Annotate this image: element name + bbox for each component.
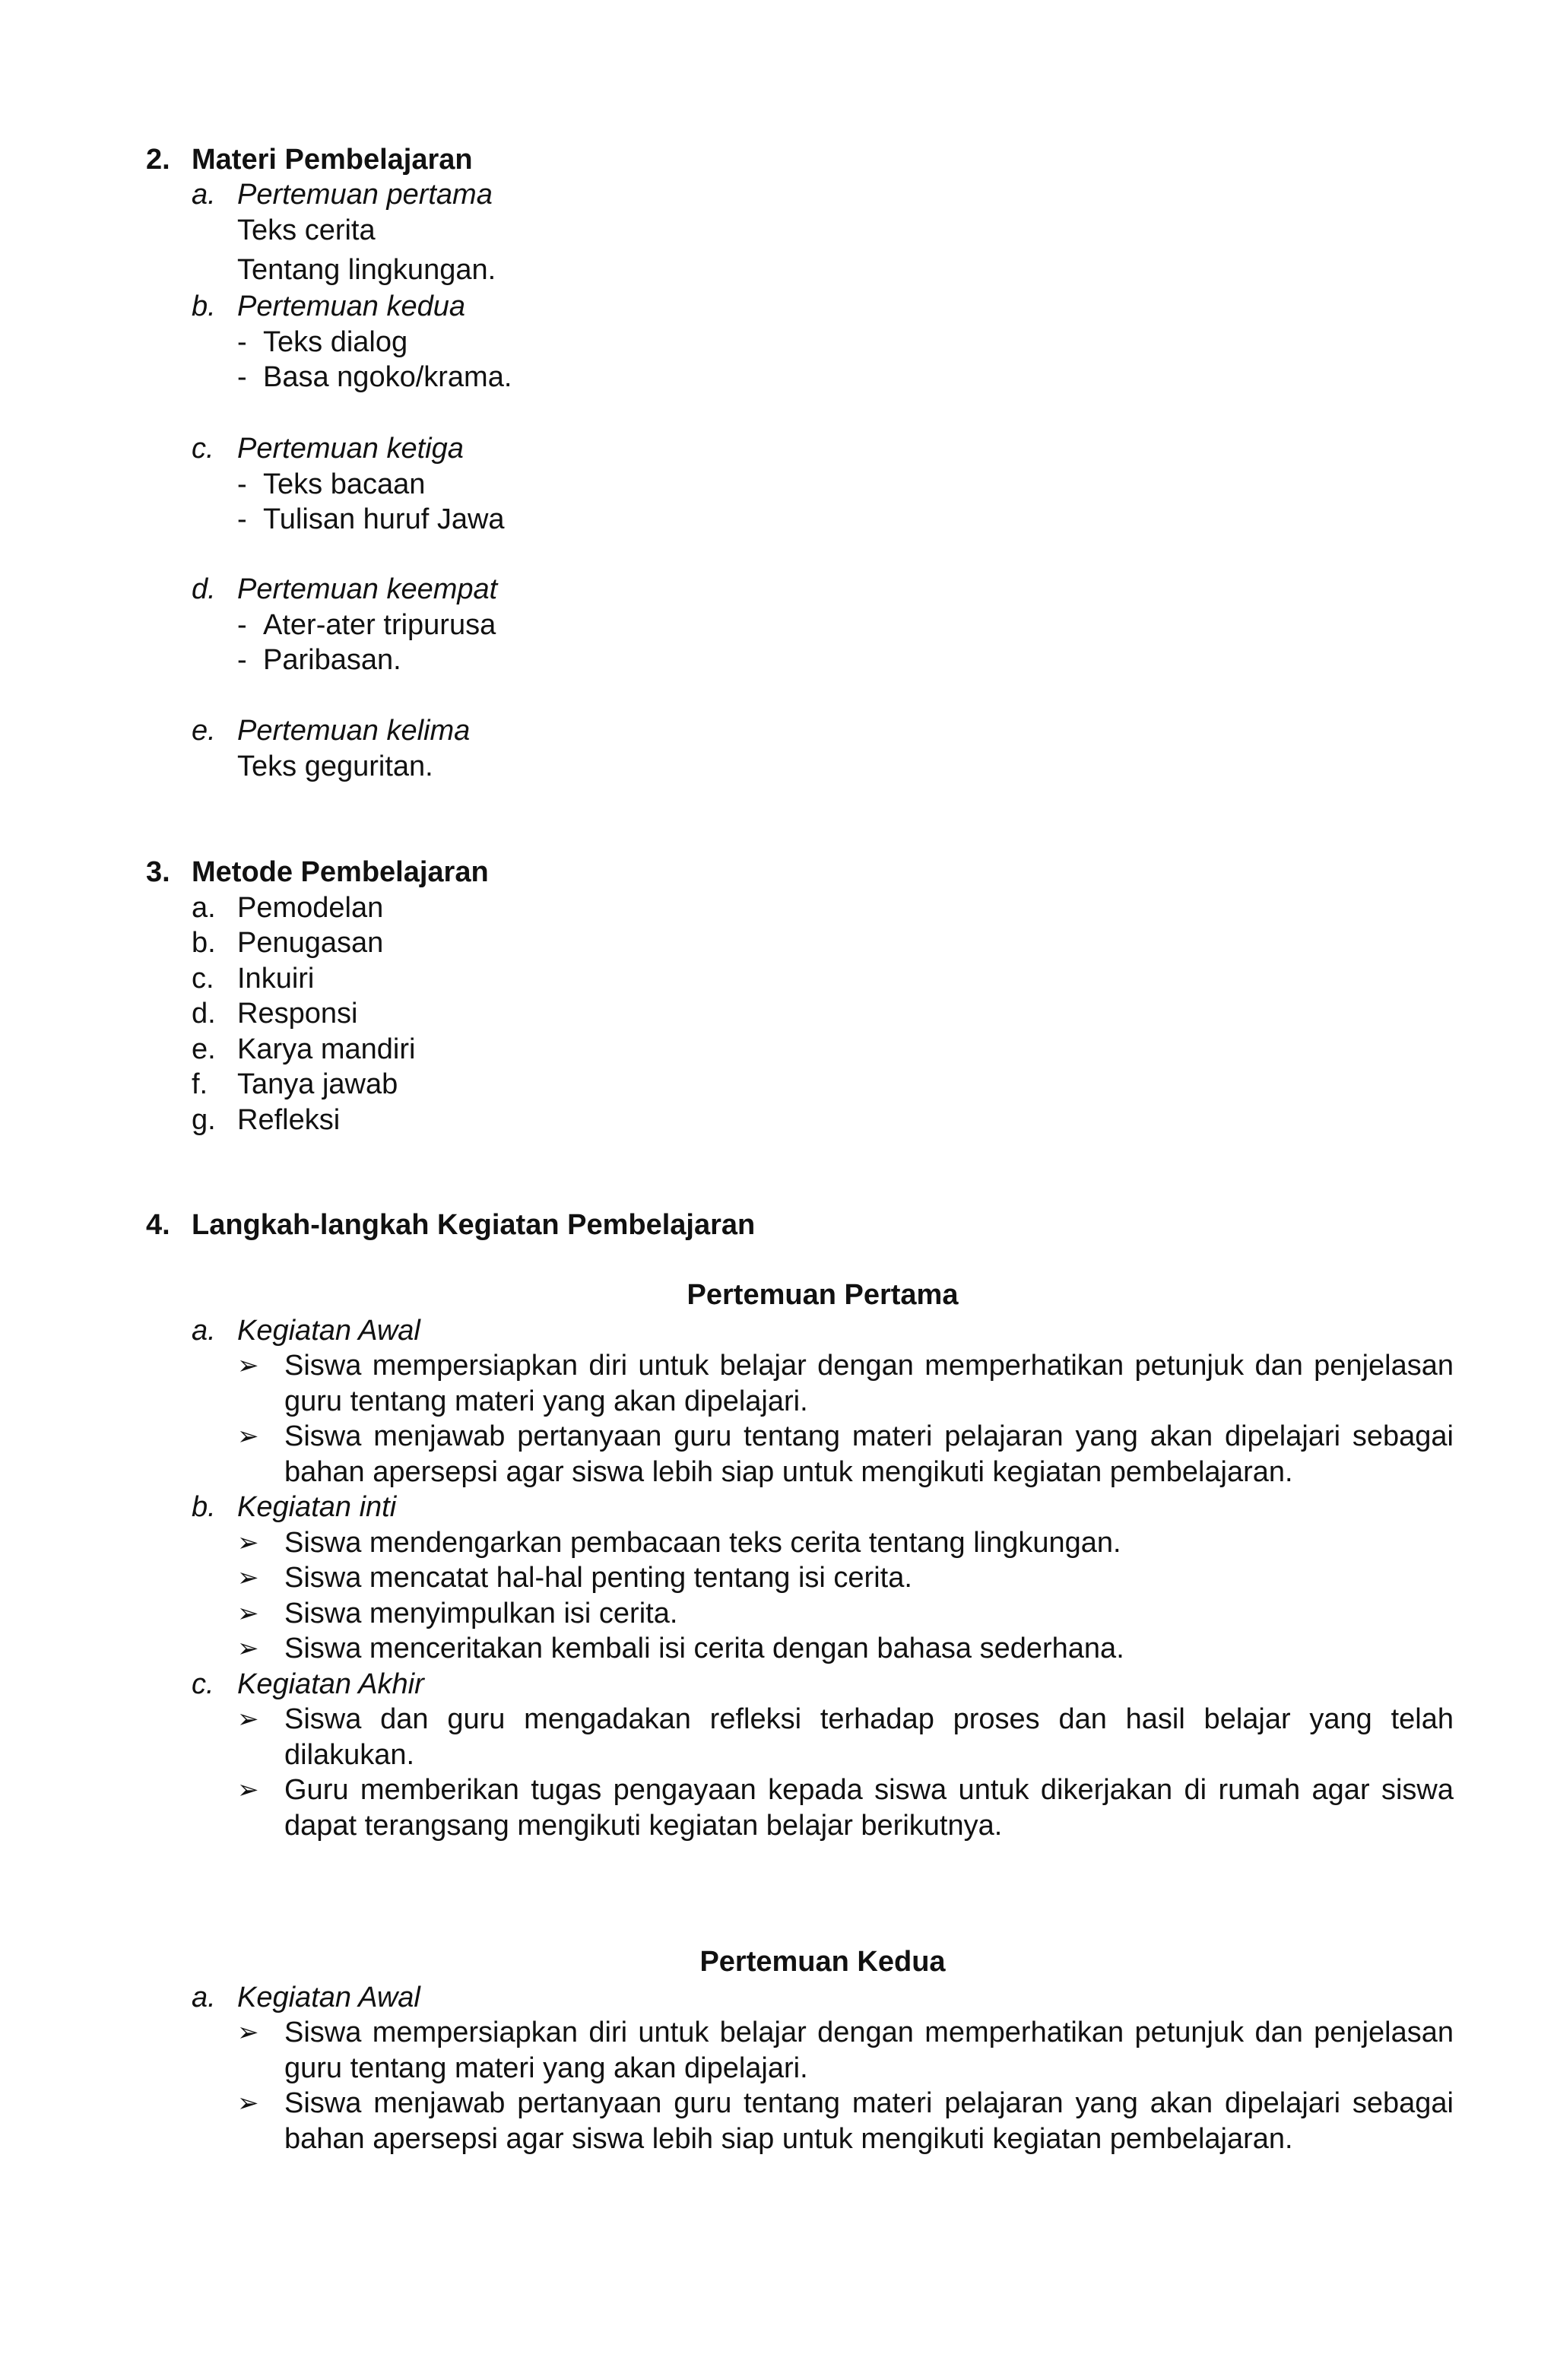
section-4: [146, 1207, 1469, 1243]
meeting-heading: Pertemuan Kedua: [699, 1946, 946, 1978]
dash-item: - Basa ngoko/krama.: [237, 361, 512, 393]
list-item: b. Penugasan: [192, 927, 384, 959]
arrow-bullet-icon: ➢: [237, 1633, 259, 1664]
materi-meeting-c: [192, 431, 1469, 538]
materi-line: Teks geguritan.: [237, 750, 433, 782]
section-number: 2.: [146, 144, 170, 176]
meeting-1: [192, 1277, 1454, 1843]
dash-item: - Teks bacaan: [237, 468, 426, 500]
arrow-bullet-icon: ➢: [237, 1775, 259, 1805]
activity-heading: a. Kegiatan Awal: [192, 1314, 420, 1347]
section-2: [146, 142, 1469, 178]
bullet-item: ➢ Siswa mencatat hal-hal penting tentang isi cerita.: [237, 1560, 1454, 1596]
bullet-item: ➢ Siswa dan guru mengadakan refleksi terhadap proses dan hasil belajar yang telah dilakukan.: [237, 1703, 1454, 1771]
section-title: Materi Pembelajaran: [192, 144, 473, 176]
list-item: e. Pertemuan kelima: [192, 715, 471, 747]
list-item: b. Pertemuan kedua: [192, 290, 465, 322]
bullet-item: ➢ Siswa menjawab pertanyaan guru tentang materi pelajaran yang akan dipelajari sebagai bahan apersepsi agar siswa lebih siap untuk mengikuti kegiatan pembelajaran.: [237, 1420, 1454, 1488]
meeting-heading: Pertemuan Pertama: [687, 1279, 959, 1311]
list-item: f. Tanya jawab: [192, 1068, 398, 1100]
bullet-item: ➢ Guru memberikan tugas pengayaan kepada siswa untuk dikerjakan di rumah agar siswa dapat terangsang mengikuti kegiatan belajar berikutnya.: [237, 1774, 1454, 1842]
activity-heading: c. Kegiatan Akhir: [192, 1668, 424, 1700]
list-item: a. Pemodelan: [192, 891, 384, 924]
bullet-item: ➢ Siswa mempersiapkan diri untuk belajar dengan memperhatikan petunjuk dan penjelasan guru tentang materi yang akan dipelajari.: [237, 1350, 1454, 1417]
bullet-item: ➢ Siswa mendengarkan pembacaan teks cerita tentang lingkungan.: [237, 1525, 1454, 1561]
meeting-2: [192, 1944, 1454, 2156]
arrow-bullet-icon: ➢: [237, 1350, 259, 1381]
materi-meeting-e: [192, 713, 1469, 784]
bullet-item: ➢ Siswa menjawab pertanyaan guru tentang materi pelajaran yang akan dipelajari sebagai bahan apersepsi agar siswa lebih siap untuk mengikuti kegiatan pembelajaran.: [237, 2087, 1454, 2155]
dash-item: - Tulisan huruf Jawa: [237, 503, 505, 535]
arrow-bullet-icon: ➢: [237, 1598, 259, 1629]
materi-line: Tentang lingkungan.: [237, 254, 496, 286]
arrow-bullet-icon: ➢: [237, 1563, 259, 1593]
list-item: g. Refleksi: [192, 1103, 341, 1136]
bullet-item: ➢ Siswa menceritakan kembali isi cerita dengan bahasa sederhana.: [237, 1631, 1454, 1667]
materi-meeting-a: [192, 177, 1469, 288]
arrow-bullet-icon: ➢: [237, 1527, 259, 1558]
section-4-heading: 4. Langkah-langkah Kegiatan Pembelajaran: [146, 1209, 756, 1241]
arrow-bullet-icon: ➢: [237, 2017, 259, 2048]
section-2-heading: [146, 142, 1469, 178]
dash-item: - Ater-ater tripurusa: [237, 608, 496, 641]
arrow-bullet-icon: ➢: [237, 1421, 259, 1452]
arrow-bullet-icon: ➢: [237, 2088, 259, 2118]
materi-meeting-b: [192, 289, 1469, 395]
bullet-item: ➢ Siswa mempersiapkan diri untuk belajar dengan memperhatikan petunjuk dan penjelasan guru tentang materi yang akan dipelajari.: [237, 2017, 1454, 2084]
materi-line: Teks cerita: [237, 214, 376, 246]
activity-heading: a. Kegiatan Awal: [192, 1981, 420, 2013]
list-item: d. Pertemuan keempat: [192, 573, 498, 605]
section-3-heading: 3. Metode Pembelajaran: [146, 856, 489, 888]
list-item: c. Pertemuan ketiga: [192, 433, 464, 465]
list-item: e. Karya mandiri: [192, 1033, 416, 1065]
activity-heading: b. Kegiatan inti: [192, 1491, 397, 1523]
list-item: a. Pertemuan pertama: [192, 179, 493, 211]
list-item: c. Inkuiri: [192, 962, 315, 995]
bullet-item: ➢ Siswa menyimpulkan isi cerita.: [237, 1596, 1454, 1632]
dash-item: - Teks dialog: [237, 325, 408, 358]
section-3: [146, 855, 1469, 1138]
materi-meeting-d: [192, 572, 1469, 678]
arrow-bullet-icon: ➢: [237, 1704, 259, 1734]
dash-item: - Paribasan.: [237, 644, 401, 676]
list-item: d. Responsi: [192, 998, 358, 1030]
